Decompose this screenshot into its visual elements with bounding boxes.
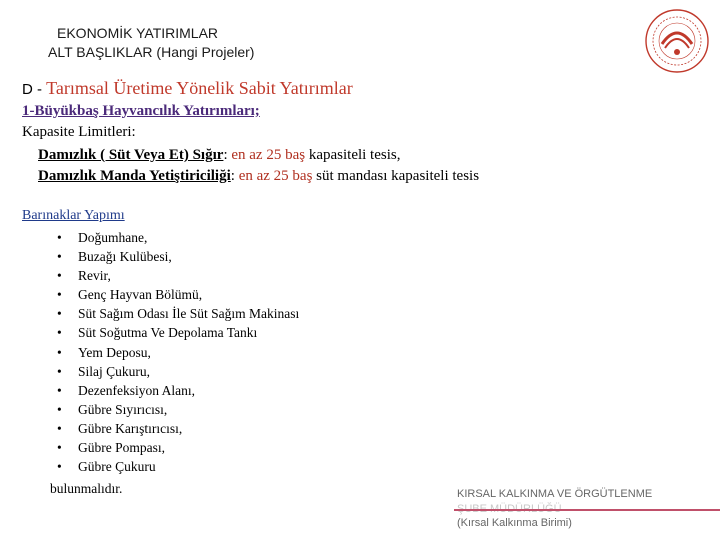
section-heading (22, 78, 353, 99)
list-item-text: Gübre Karıştırıcısı, (78, 420, 183, 436)
section-title: Tarımsal Üretime Yönelik Sabit Yatırımlar (46, 78, 353, 98)
list-item (54, 323, 299, 342)
subsection-heading: 1-Büyükbaş Hayvancılık Yatırımları; (22, 103, 260, 119)
list-item-text: Gübre Çukuru (78, 459, 156, 475)
bullet-icon: • (57, 420, 62, 436)
bullet-icon: • (57, 401, 62, 417)
section-prefix: D - (22, 81, 47, 98)
bullet-icon: • (57, 459, 62, 475)
list-item (54, 419, 299, 438)
list-item (54, 343, 299, 362)
list-item-text: Genç Hayvan Bölümü, (78, 287, 203, 303)
list-item (54, 247, 299, 266)
limit-description: kapasiteli tesis, (305, 147, 401, 163)
list-item (54, 457, 299, 476)
bullet-icon: • (57, 440, 62, 456)
list-item-text: Buzağı Kulübesi, (78, 249, 172, 265)
footer-line-1: KIRSAL KALKINMA VE ÖRGÜTLENME (457, 488, 653, 500)
list-item-text: Revir, (78, 268, 111, 284)
ministry-emblem-icon (644, 8, 710, 74)
bullet-icon: • (57, 382, 62, 398)
list-item (54, 266, 299, 285)
limit-separator: : (230, 168, 239, 184)
list-item (54, 228, 299, 247)
list-item (54, 362, 299, 381)
bullet-icon: • (57, 325, 62, 341)
capacity-heading: Kapasite Limitleri: (22, 124, 136, 140)
footer-line-3: (Kırsal Kalkınma Birimi) (457, 517, 572, 529)
bullet-icon: • (57, 230, 62, 245)
list-item-text: Doğumhane, (78, 230, 148, 245)
limit-row-1 (38, 147, 400, 164)
list-item-text: Süt Sağım Odası İle Süt Sağım Makinası (78, 306, 300, 322)
list-item-text: Gübre Sıyırıcısı, (78, 401, 168, 417)
bullet-icon: • (57, 268, 62, 284)
bullet-icon: • (57, 344, 62, 360)
limit-description: süt mandası kapasiteli tesis (312, 168, 480, 184)
limit-amount: en az 25 baş (231, 147, 306, 163)
limit-separator: : (223, 147, 232, 163)
bullet-icon: • (57, 306, 62, 322)
list-item-text: Dezenfeksiyon Alanı, (78, 382, 195, 398)
list-item (54, 400, 299, 419)
closing-text: bulunmalıdır. (50, 481, 123, 496)
limit-label: Damızlık ( Süt Veya Et) Sığır (38, 147, 224, 163)
header-line-2: ALT BAŞLIKLAR (Hangi Projeler) (48, 44, 255, 60)
list-item (54, 285, 299, 304)
list-item-text: Silaj Çukuru, (78, 363, 151, 379)
bullet-icon: • (57, 287, 62, 303)
list-item (54, 438, 299, 457)
list-item (54, 304, 299, 323)
limit-row-2 (38, 168, 479, 185)
limit-amount: en az 25 baş (238, 168, 313, 184)
bullet-icon: • (57, 249, 62, 265)
list-item-text: Süt Soğutma Ve Depolama Tankı (78, 325, 258, 341)
limit-label: Damızlık Manda Yetiştiriciliği (38, 168, 231, 184)
list-item-text: Yem Deposu, (78, 344, 151, 360)
barn-item-list (54, 228, 299, 476)
header-line-1: EKONOMİK YATIRIMLAR (57, 25, 219, 41)
list-item (54, 381, 299, 400)
list-item-text: Gübre Pompası, (78, 440, 165, 456)
barn-heading: Barınaklar Yapımı (22, 208, 125, 223)
bullet-icon: • (57, 363, 62, 379)
footer-divider (454, 509, 720, 511)
